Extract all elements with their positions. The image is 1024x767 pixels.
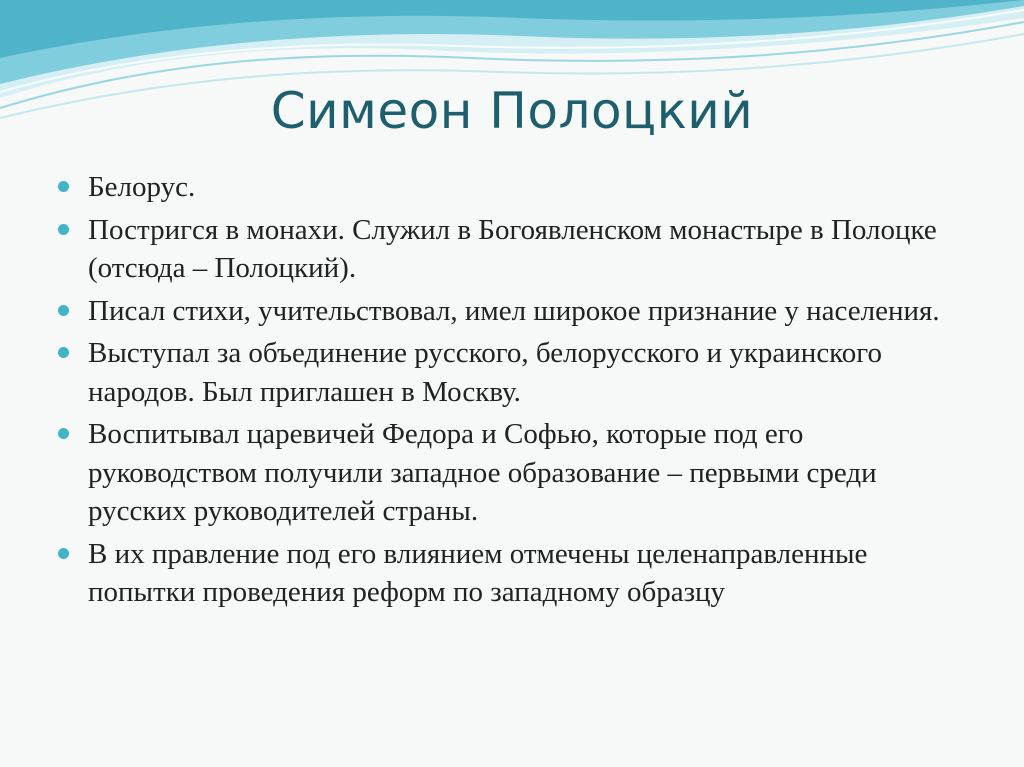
- bullet-dot-icon: [58, 181, 69, 192]
- bullet-dot-icon: [58, 347, 69, 358]
- bullet-text: В их правление под его влиянием отмечены целенаправленные попытки проведения реформ по западному образцу: [88, 537, 868, 608]
- bullet-dot-icon: [58, 428, 69, 439]
- bullet-dot-icon: [58, 548, 69, 559]
- bullet-text: Воспитывал царевичей Федора и Софью, которые под его руководством получили западное образование – первыми среди русских руководителей страны.: [88, 418, 877, 527]
- bullet-item: [58, 334, 978, 411]
- bullet-text: Белорус.: [88, 171, 196, 203]
- bullet-dot-icon: [58, 305, 69, 316]
- bullet-text: Писал стихи, учительствовал, имел широкое признание у населения.: [88, 294, 940, 327]
- bullet-text: Постригся в монахи. Служил в Богоявленском монастыре в Полоцке (отсюда – Полоцкий).: [88, 213, 937, 284]
- bullet-item: [58, 415, 978, 531]
- bullet-text: Выступал за объединение русского, белорусского и украинского народов. Был приглашен в Москву.: [88, 337, 882, 408]
- bullet-item: [58, 211, 978, 288]
- bullet-list: [58, 168, 978, 616]
- bullet-item: [58, 292, 978, 331]
- bullet-item: [58, 535, 978, 612]
- bullet-item: [58, 168, 978, 207]
- slide-title: Симеон Полоцкий: [270, 82, 754, 140]
- bullet-dot-icon: [58, 224, 69, 235]
